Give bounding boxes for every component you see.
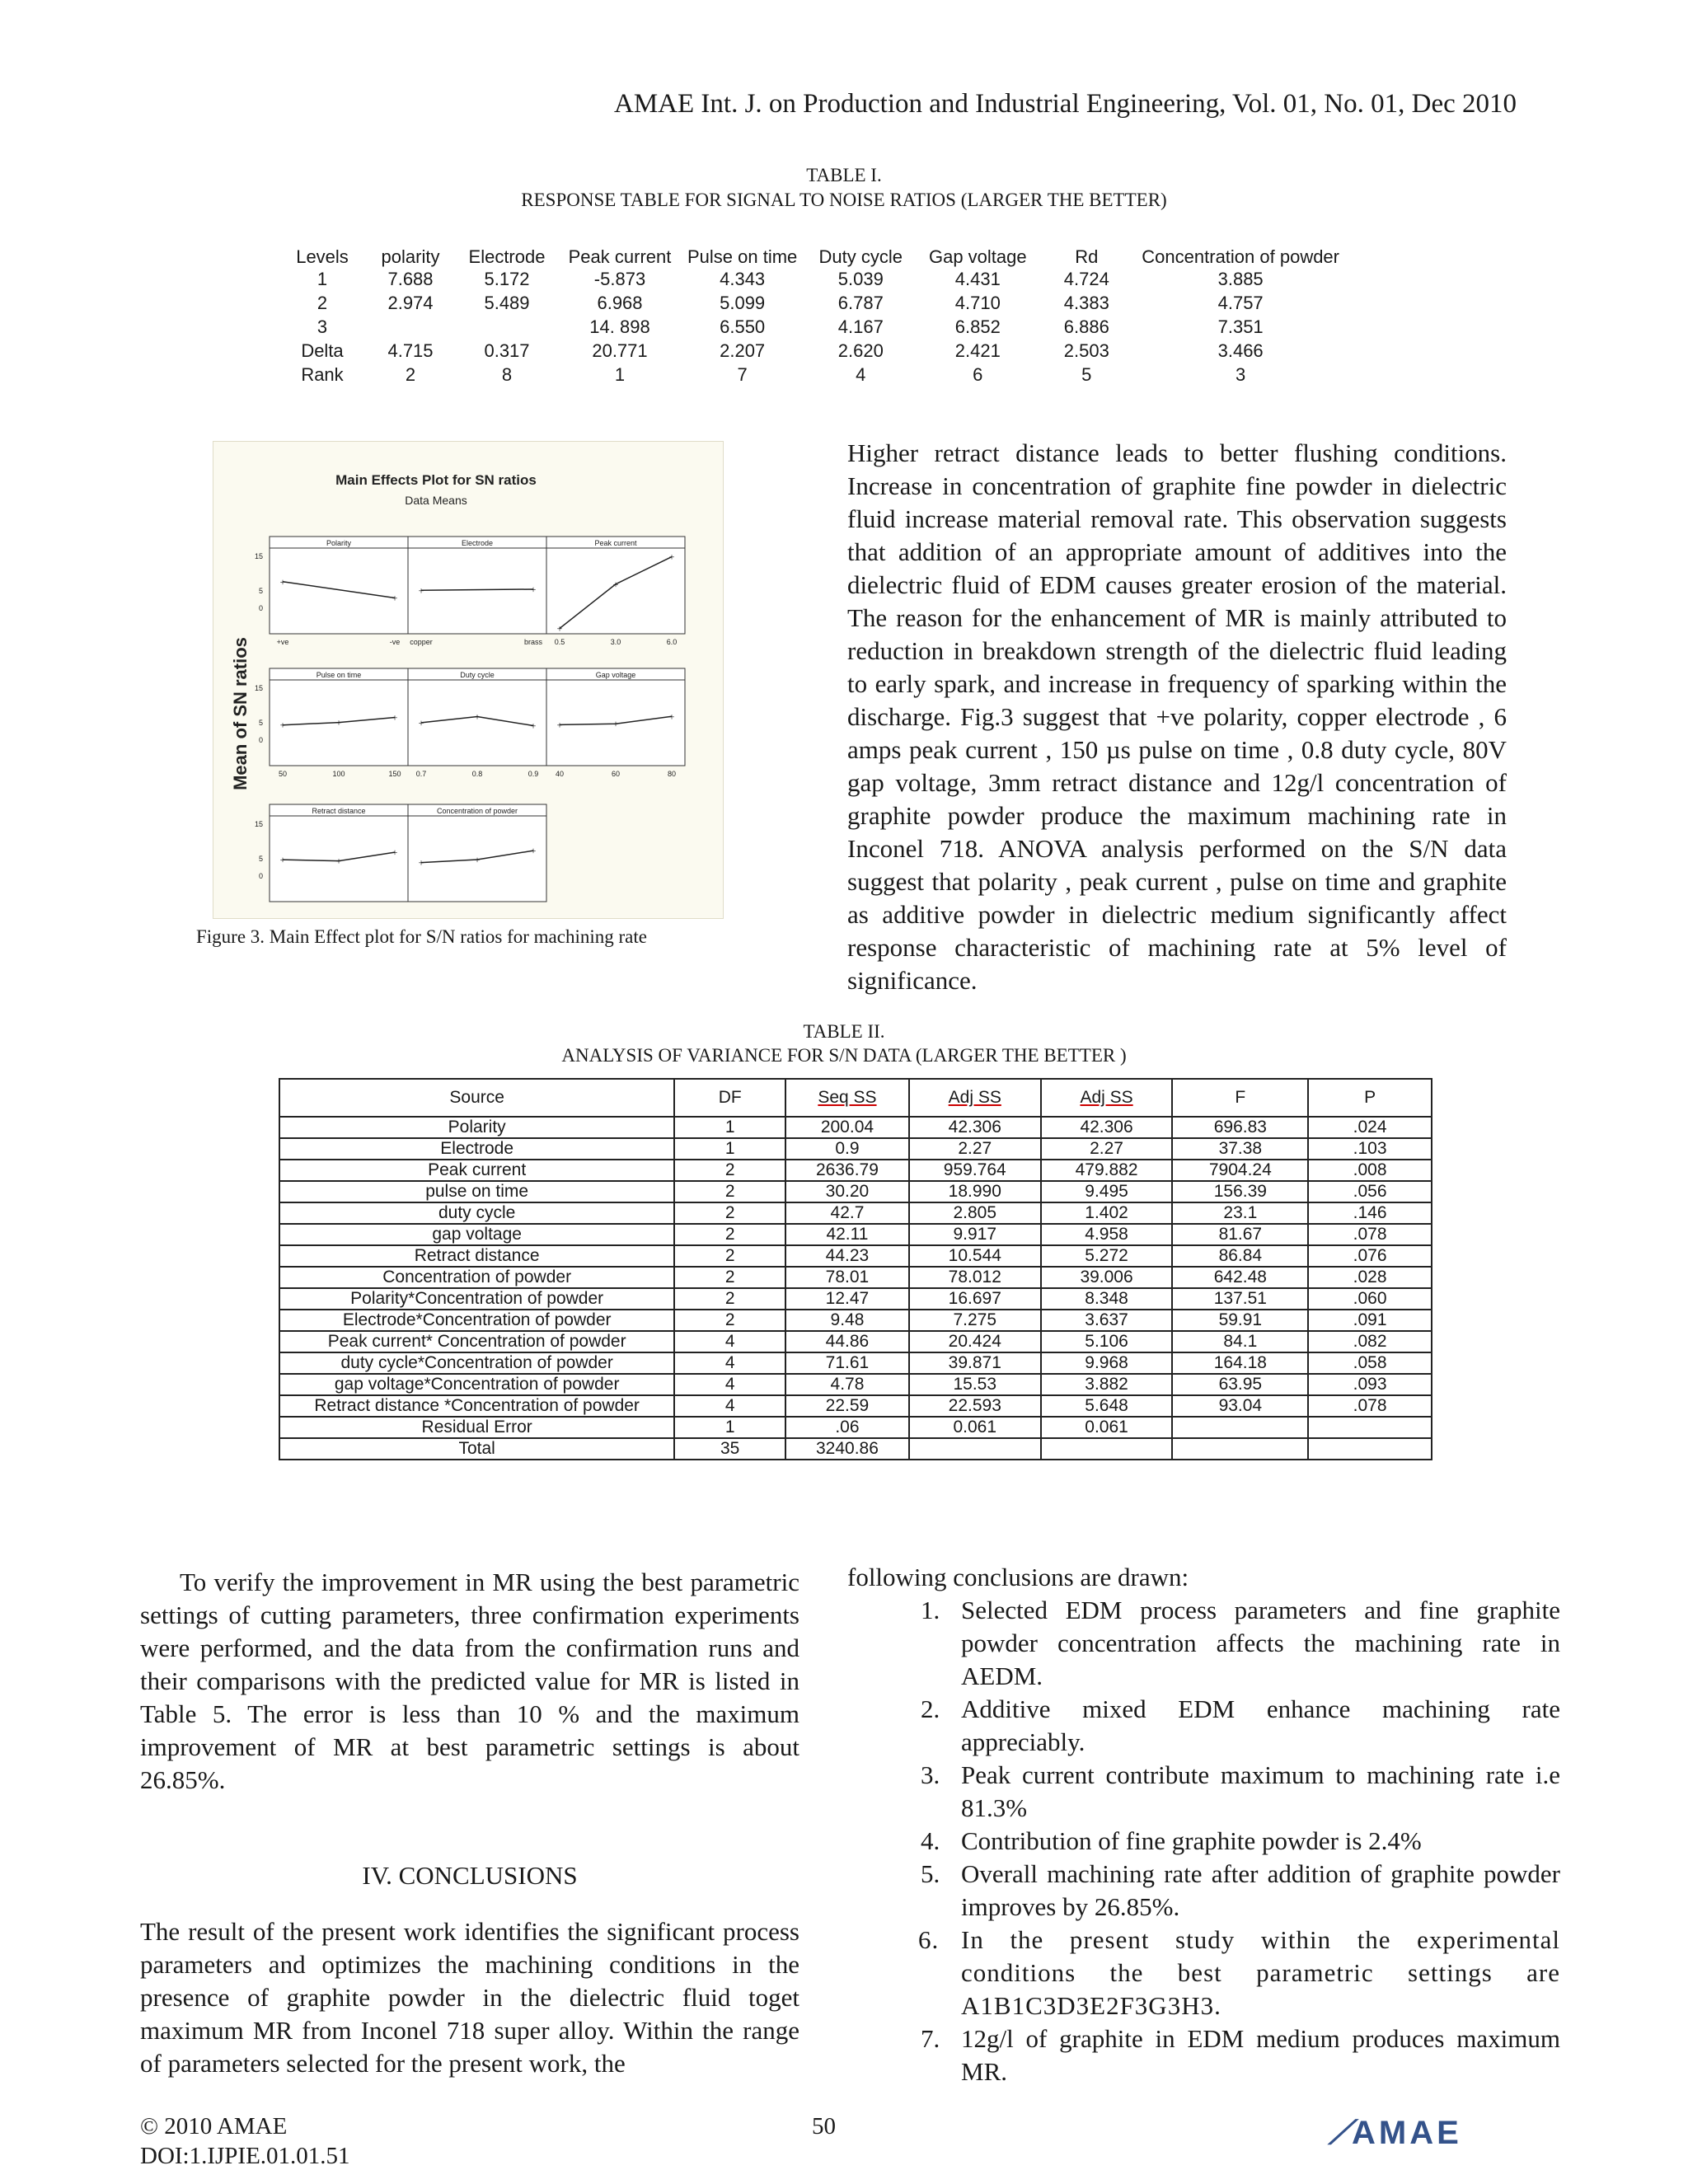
table2-cell: 2 (674, 1202, 785, 1224)
table1-row (280, 267, 1344, 291)
table2-cell: 0.061 (1041, 1417, 1173, 1438)
table2-cell: 42.306 (909, 1117, 1041, 1138)
table1-header: polarity (381, 246, 440, 267)
table2-cell: 7.275 (909, 1310, 1041, 1331)
table2-cell: 2 (674, 1310, 785, 1331)
data-point: + (392, 711, 398, 724)
table2-cell: .056 (1308, 1181, 1432, 1202)
panel-frame (408, 680, 546, 766)
table2-cell: 479.882 (1041, 1160, 1173, 1181)
table2-cell: 2.27 (909, 1138, 1041, 1160)
x-tick-label: 80 (667, 770, 677, 778)
table2-cell: 9.917 (909, 1224, 1041, 1245)
table1-header: Peak current (568, 246, 672, 267)
confirmation-paragraph: To verify the improvement in MR using the best parametric settings of cutting parameters, three confirmation experiments were performed, and the data from the confirmation runs and their comparisons with the predicted value for MR is listed in Table 5. The error is less than 10 % and the maximum improvement of MR at best parametric settings is about 26.85%. (140, 1568, 799, 1794)
conclusion-item: 3. Peak current contribute maximum to machining rate i.e 81.3% (946, 1759, 1560, 1825)
table2-cell: 4 (674, 1331, 785, 1352)
panel-title: Gap voltage (595, 671, 636, 679)
table2-cell: 642.48 (1172, 1267, 1308, 1288)
table1-cell: -5.873 (593, 268, 646, 289)
table1-number: TABLE I. (806, 165, 882, 185)
table2-cell: 63.95 (1172, 1374, 1308, 1395)
data-point: + (418, 584, 424, 597)
table1-cell: 8 (501, 363, 513, 385)
table2-cell: Residual Error (279, 1417, 674, 1438)
table2-cell: 9.968 (1041, 1352, 1173, 1374)
page-number: 50 (812, 2113, 836, 2139)
table2-cell: 9.48 (785, 1310, 909, 1331)
table1-cell: 3 (316, 316, 328, 337)
logo-swoosh-icon: ⟋ (1329, 2115, 1352, 2151)
table2-cell: pulse on time (279, 1181, 674, 1202)
table1-cell: 6.787 (837, 292, 884, 313)
chart-subtitle: Data Means (405, 494, 467, 507)
data-point: + (556, 719, 563, 731)
table1-row (280, 291, 1344, 315)
x-tick-label: 3.0 (610, 638, 621, 646)
table2-cell: Total (279, 1438, 674, 1460)
table1-cell: 6.968 (597, 292, 643, 313)
table2-row (279, 1352, 1432, 1374)
table2-cell: 1 (674, 1417, 785, 1438)
table2-header: DF (674, 1079, 785, 1117)
table1-cell: 6.550 (720, 316, 766, 337)
table2-cell: .078 (1308, 1395, 1432, 1417)
data-point: + (668, 710, 675, 723)
panel-frame (408, 548, 546, 634)
table1-cell: 3 (1236, 363, 1246, 385)
x-tick-label: 50 (278, 770, 288, 778)
main-effects-chart (213, 442, 723, 918)
table1-cell: 2.421 (954, 340, 1001, 361)
table1-cell: 6.886 (1063, 316, 1109, 337)
table2-cell: 84.1 (1172, 1331, 1308, 1352)
data-point: + (335, 855, 342, 867)
table2-row (279, 1181, 1432, 1202)
table1-cell: 2.974 (387, 292, 434, 313)
table1-header: Concentration of powder (1142, 246, 1339, 267)
table1-cell (457, 315, 557, 339)
x-tick-label: copper (410, 638, 433, 646)
conclusion-item: 6. In the present study within the experimental conditions the best parametric settings are A1B1C3D3E2F3G3H3. (946, 1924, 1560, 2022)
x-tick-label: brass (523, 638, 543, 646)
table2-header: Adj SS (1041, 1079, 1173, 1117)
x-tick-label: 6.0 (666, 638, 678, 646)
panel-title: Retract distance (312, 807, 366, 815)
table2-cell: 4.78 (785, 1374, 909, 1395)
table2-cell: 81.67 (1172, 1224, 1308, 1245)
table2-row (279, 1160, 1432, 1181)
x-tick-label: 100 (332, 770, 345, 778)
table1-cell: 7.351 (1217, 316, 1264, 337)
table2-cell: 2.805 (909, 1202, 1041, 1224)
conclusions-list (898, 1594, 1560, 2088)
x-tick-label: 60 (611, 770, 621, 778)
table2-cell: 5.106 (1041, 1331, 1173, 1352)
panel-title: Polarity (326, 539, 352, 547)
table2-cell: 12.47 (785, 1288, 909, 1310)
table2-number: TABLE II. (803, 1021, 885, 1042)
x-tick-label: 0.7 (415, 770, 427, 778)
table2-cell: 78.01 (785, 1267, 909, 1288)
table2-cell: 9.495 (1041, 1181, 1173, 1202)
table2-cell: 22.59 (785, 1395, 909, 1417)
table2-cell (909, 1438, 1041, 1460)
data-point: + (418, 716, 424, 729)
table2-cell (1308, 1438, 1432, 1460)
table1-header: Rd (1075, 246, 1099, 267)
table1-cell: 5 (1081, 363, 1092, 385)
table1-cell: 4.724 (1063, 268, 1109, 289)
table1-cell: Delta (301, 340, 344, 361)
table2-cell: Retract distance *Concentration of powder (279, 1395, 674, 1417)
logo-text: AMAE (1352, 2115, 1462, 2151)
table2-cell (1172, 1417, 1308, 1438)
panel-title: Electrode (461, 539, 494, 547)
table2-cell: 10.544 (909, 1245, 1041, 1267)
table2-cell: 2 (674, 1224, 785, 1245)
table1-cell: 1 (316, 268, 328, 289)
table2-cell: 44.86 (785, 1331, 909, 1352)
anova-table (279, 1078, 1432, 1460)
table1-cell: 4.343 (720, 268, 766, 289)
table2-cell: Polarity (279, 1117, 674, 1138)
y-tick-label: 0 (258, 603, 263, 612)
table2-cell: .060 (1308, 1288, 1432, 1310)
data-point: + (530, 845, 537, 857)
table2-cell: duty cycle*Concentration of powder (279, 1352, 674, 1374)
table1-cell: 3.885 (1217, 268, 1264, 289)
response-table (280, 219, 1344, 387)
table2-cell: .076 (1308, 1245, 1432, 1267)
data-point: + (279, 719, 286, 731)
table2-cell: 78.012 (909, 1267, 1041, 1288)
table2-header: P (1308, 1079, 1432, 1117)
table1-cell: 4.710 (954, 292, 1001, 313)
table2-cell: 2 (674, 1245, 785, 1267)
table1-cell: 4.757 (1217, 292, 1264, 313)
table2-cell: 86.84 (1172, 1245, 1308, 1267)
table1-row (280, 339, 1344, 363)
table2-cell: 5.272 (1041, 1245, 1173, 1267)
section-heading: IV. CONCLUSIONS (362, 1861, 578, 1890)
footer-doi: DOI:1.IJPIE.01.01.51 (140, 2143, 350, 2169)
table2-cell: 4.958 (1041, 1224, 1173, 1245)
amae-logo (1329, 2115, 1462, 2152)
table2-cell: 2 (674, 1160, 785, 1181)
table2-row (279, 1117, 1432, 1138)
x-tick-label: 0.8 (471, 770, 483, 778)
panel-frame (270, 548, 408, 634)
data-point: + (474, 710, 481, 723)
table2-cell: 2 (674, 1267, 785, 1288)
table2-cell: 30.20 (785, 1181, 909, 1202)
table2-cell: 93.04 (1172, 1395, 1308, 1417)
table2-cell: 59.91 (1172, 1310, 1308, 1331)
x-tick-label: 0.9 (528, 770, 539, 778)
table2-cell: 15.53 (909, 1374, 1041, 1395)
table2-cell: 7904.24 (1172, 1160, 1308, 1181)
table2-cell: .078 (1308, 1224, 1432, 1245)
table2-cell: .008 (1308, 1160, 1432, 1181)
right-body-paragraph: Higher retract distance leads to better flushing conditions. Increase in concentration of graphite fine powder in dielectric fluid increase material removal rate. This observation suggests that addition of an appropriate amount of additives into the dielectric fluid of EDM causes greater erosion of the material. The reason for the enhancement of MR is mainly attributed to reduction in breakdown strength of the dielectric fluid leading to early spark, and increase in frequency of sparking within the discharge. Fig.3 suggest that +ve polarity, copper electrode , 6 amps peak current , 150 µs pulse on time , 0.8 duty cycle, 80V gap voltage, 3mm retract distance and 12g/l concentration of graphite powder produce the maximum machining rate in Inconel 718. ANOVA analysis performed on the S/N data suggest that polarity , peak current , pulse on time and graphite as additive powder in dielectric medium significantly affect response characteristic of machining rate at 5% level of significance. (847, 438, 1507, 995)
table1-row (280, 315, 1344, 339)
table1-header: Gap voltage (928, 246, 1027, 267)
table1-header-row (280, 219, 1344, 267)
table1-cell: 5.039 (837, 268, 884, 289)
table2-row (279, 1310, 1432, 1331)
y-tick-label: 15 (254, 820, 263, 829)
data-point: + (279, 854, 286, 866)
main-effects-plot (213, 441, 724, 919)
table2-cell: .024 (1308, 1117, 1432, 1138)
table1-cell: Rank (301, 363, 344, 385)
y-tick-label: 5 (258, 855, 263, 863)
table1-cell: 4.715 (387, 340, 434, 361)
table2-cell: 39.871 (909, 1352, 1041, 1374)
conclusion-item: 5. Overall machining rate after addition of graphite powder improves by 26.85%. (946, 1858, 1560, 1924)
data-point: + (612, 578, 619, 590)
table2-cell: 71.61 (785, 1352, 909, 1374)
table2-cell: 0.9 (785, 1138, 909, 1160)
data-point: + (279, 575, 286, 588)
table2-row (279, 1288, 1432, 1310)
data-point: + (668, 551, 675, 563)
conclusions-intro-paragraph: The result of the present work identifies the significant process parameters and optimizes the machining conditions in the presence of graphite powder in the dielectric fluid toget maximum MR from Inconel 718 super alloy. Within the range of parameters selected for the present work, the (140, 1917, 799, 2078)
table1-cell: 7 (737, 363, 748, 385)
table2-cell: Peak current (279, 1160, 674, 1181)
y-tick-label: 5 (258, 719, 263, 727)
table2-cell: 2 (674, 1288, 785, 1310)
table2-cell: 16.697 (909, 1288, 1041, 1310)
table2-cell: 42.306 (1041, 1117, 1173, 1138)
x-tick-label: +ve (276, 638, 289, 646)
y-axis-label: Mean of SN ratios (230, 637, 251, 790)
table2-cell: 0.061 (909, 1417, 1041, 1438)
table2-row (279, 1417, 1432, 1438)
table2-cell: .028 (1308, 1267, 1432, 1288)
table2-cell: 4 (674, 1395, 785, 1417)
table2-cell: 35 (674, 1438, 785, 1460)
table2-cell: .058 (1308, 1352, 1432, 1374)
table2-header: Seq SS (785, 1079, 909, 1117)
table1-cell: 2.620 (837, 340, 884, 361)
y-tick-label: 15 (254, 552, 263, 561)
table2-cell: 5.648 (1041, 1395, 1173, 1417)
table2-cell: 3.882 (1041, 1374, 1173, 1395)
y-tick-label: 5 (258, 587, 263, 595)
table1-cell: 0.317 (484, 340, 530, 361)
table2-cell: 1.402 (1041, 1202, 1173, 1224)
table2-cell: duty cycle (279, 1202, 674, 1224)
y-tick-label: 15 (254, 684, 263, 693)
table2-header-row (279, 1079, 1432, 1117)
table2-cell: 4 (674, 1374, 785, 1395)
table2-cell: 1 (674, 1117, 785, 1138)
table2-row (279, 1202, 1432, 1224)
table2-cell: 696.83 (1172, 1117, 1308, 1138)
table1-cell: 2.207 (720, 340, 766, 361)
table2-cell: 4 (674, 1352, 785, 1374)
table2-cell: Electrode*Concentration of powder (279, 1310, 674, 1331)
table2-cell (1041, 1438, 1173, 1460)
table2-row (279, 1224, 1432, 1245)
table2-row (279, 1267, 1432, 1288)
table1-cell: 14. 898 (589, 316, 650, 337)
table1-cell: 6.852 (954, 316, 1001, 337)
table2-cell (1308, 1417, 1432, 1438)
table1-cell: 3.466 (1217, 340, 1264, 361)
footer-copyright: © 2010 AMAE (140, 2113, 288, 2139)
table1-cell: 6 (973, 363, 983, 385)
table2-cell: 23.1 (1172, 1202, 1308, 1224)
table2-row (279, 1245, 1432, 1267)
table2-cell: 137.51 (1172, 1288, 1308, 1310)
chart-title: Main Effects Plot for SN ratios (335, 472, 537, 488)
conclusion-item: 4. Contribution of fine graphite powder is 2.4% (946, 1825, 1560, 1858)
table2-cell: 3.637 (1041, 1310, 1173, 1331)
table2-row (279, 1395, 1432, 1417)
x-tick-label: 0.5 (554, 638, 565, 646)
table2-cell: gap voltage (279, 1224, 674, 1245)
y-tick-label: 0 (258, 735, 263, 744)
table2-row (279, 1438, 1432, 1460)
table2-cell: 156.39 (1172, 1181, 1308, 1202)
table2-title: ANALYSIS OF VARIANCE FOR S/N DATA (LARGER THE BETTER ) (561, 1045, 1127, 1066)
table2-row (279, 1374, 1432, 1395)
table2-cell: 959.764 (909, 1160, 1041, 1181)
conclusions-lead: following conclusions are drawn: (847, 1563, 1189, 1591)
table1-header: Electrode (468, 246, 546, 267)
table1-header: Pulse on time (687, 246, 798, 267)
table2-cell: .082 (1308, 1331, 1432, 1352)
table1-cell: 4.167 (837, 316, 884, 337)
table2-cell: 1 (674, 1138, 785, 1160)
table2-cell: .146 (1308, 1202, 1432, 1224)
table2-cell: Concentration of powder (279, 1267, 674, 1288)
data-point: + (418, 856, 424, 869)
data-point: + (530, 583, 537, 595)
table2-cell: 2 (674, 1181, 785, 1202)
data-point: + (556, 622, 563, 635)
panel-title: Duty cycle (460, 671, 495, 679)
table1-cell: 4.431 (954, 268, 1001, 289)
table2-cell: .06 (785, 1417, 909, 1438)
table1-cell: 1 (614, 363, 626, 385)
table1-cell: 2 (316, 292, 328, 313)
table1-header: Duty cycle (818, 246, 903, 267)
table2-cell: 22.593 (909, 1395, 1041, 1417)
table2-cell: Polarity*Concentration of powder (279, 1288, 674, 1310)
table1-cell: 4.383 (1063, 292, 1109, 313)
table1-cell: 2 (405, 363, 416, 385)
table2-cell: Retract distance (279, 1245, 674, 1267)
table2-cell: 8.348 (1041, 1288, 1173, 1310)
table2-cell: .103 (1308, 1138, 1432, 1160)
table1-cell: 2.503 (1063, 340, 1109, 361)
x-tick-label: 40 (555, 770, 565, 778)
table1-cell: 20.771 (592, 340, 648, 361)
table1-title: RESPONSE TABLE FOR SIGNAL TO NOISE RATIOS (LARGER THE BETTER) (521, 190, 1167, 210)
table2-header: F (1172, 1079, 1308, 1117)
table2-cell: 44.23 (785, 1245, 909, 1267)
figure-caption: Figure 3. Main Effect plot for S/N ratios for machining rate (196, 926, 647, 947)
x-tick-label: 150 (388, 770, 401, 778)
data-point: + (612, 718, 619, 730)
x-tick-label: -ve (389, 638, 401, 646)
table2-cell: .093 (1308, 1374, 1432, 1395)
data-point: + (392, 592, 398, 604)
data-point: + (335, 716, 342, 729)
table2-cell: 2.27 (1041, 1138, 1173, 1160)
table2-row (279, 1331, 1432, 1352)
table2-cell: 164.18 (1172, 1352, 1308, 1374)
table2-header: Adj SS (909, 1079, 1041, 1117)
table2-cell: 42.11 (785, 1224, 909, 1245)
conclusion-item: 7. 12g/l of graphite in EDM medium produces maximum MR. (946, 2022, 1560, 2088)
table2-cell: gap voltage*Concentration of powder (279, 1374, 674, 1395)
table2-cell: 200.04 (785, 1117, 909, 1138)
table2-cell: Electrode (279, 1138, 674, 1160)
table1-cell: 5.099 (720, 292, 766, 313)
table1-row (280, 363, 1344, 387)
table1-cell: 5.489 (484, 292, 530, 313)
table2-cell: 42.7 (785, 1202, 909, 1224)
panel-title: Peak current (594, 539, 637, 547)
data-point: + (474, 854, 481, 866)
data-point: + (392, 846, 398, 859)
table2-header: Source (279, 1079, 674, 1117)
table2-cell: 18.990 (909, 1181, 1041, 1202)
table2-cell (1172, 1438, 1308, 1460)
table2-cell: 37.38 (1172, 1138, 1308, 1160)
table2-cell: Peak current* Concentration of powder (279, 1331, 674, 1352)
table2-cell: 2636.79 (785, 1160, 909, 1181)
running-header: AMAE Int. J. on Production and Industrial Engineering, Vol. 01, No. 01, Dec 2010 (614, 89, 1517, 119)
table2-row (279, 1138, 1432, 1160)
panel-title: Pulse on time (316, 671, 362, 679)
table2-cell: 39.006 (1041, 1267, 1173, 1288)
table1-cell: 7.688 (387, 268, 434, 289)
table1-cell: 4 (856, 363, 866, 385)
table1-header: Levels (296, 246, 349, 267)
table1-cell: 5.172 (484, 268, 530, 289)
conclusion-item: 2. Additive mixed EDM enhance machining rate appreciably. (946, 1693, 1560, 1759)
table2-cell: 20.424 (909, 1331, 1041, 1352)
y-tick-label: 0 (258, 871, 263, 880)
table2-cell: .091 (1308, 1310, 1432, 1331)
data-point: + (530, 719, 537, 732)
panel-title: Concentration of powder (436, 807, 518, 815)
table2-cell: 3240.86 (785, 1438, 909, 1460)
table1-cell (364, 315, 457, 339)
conclusion-item: 1. Selected EDM process parameters and fine graphite powder concentration affects the machining rate in AEDM. (946, 1594, 1560, 1693)
